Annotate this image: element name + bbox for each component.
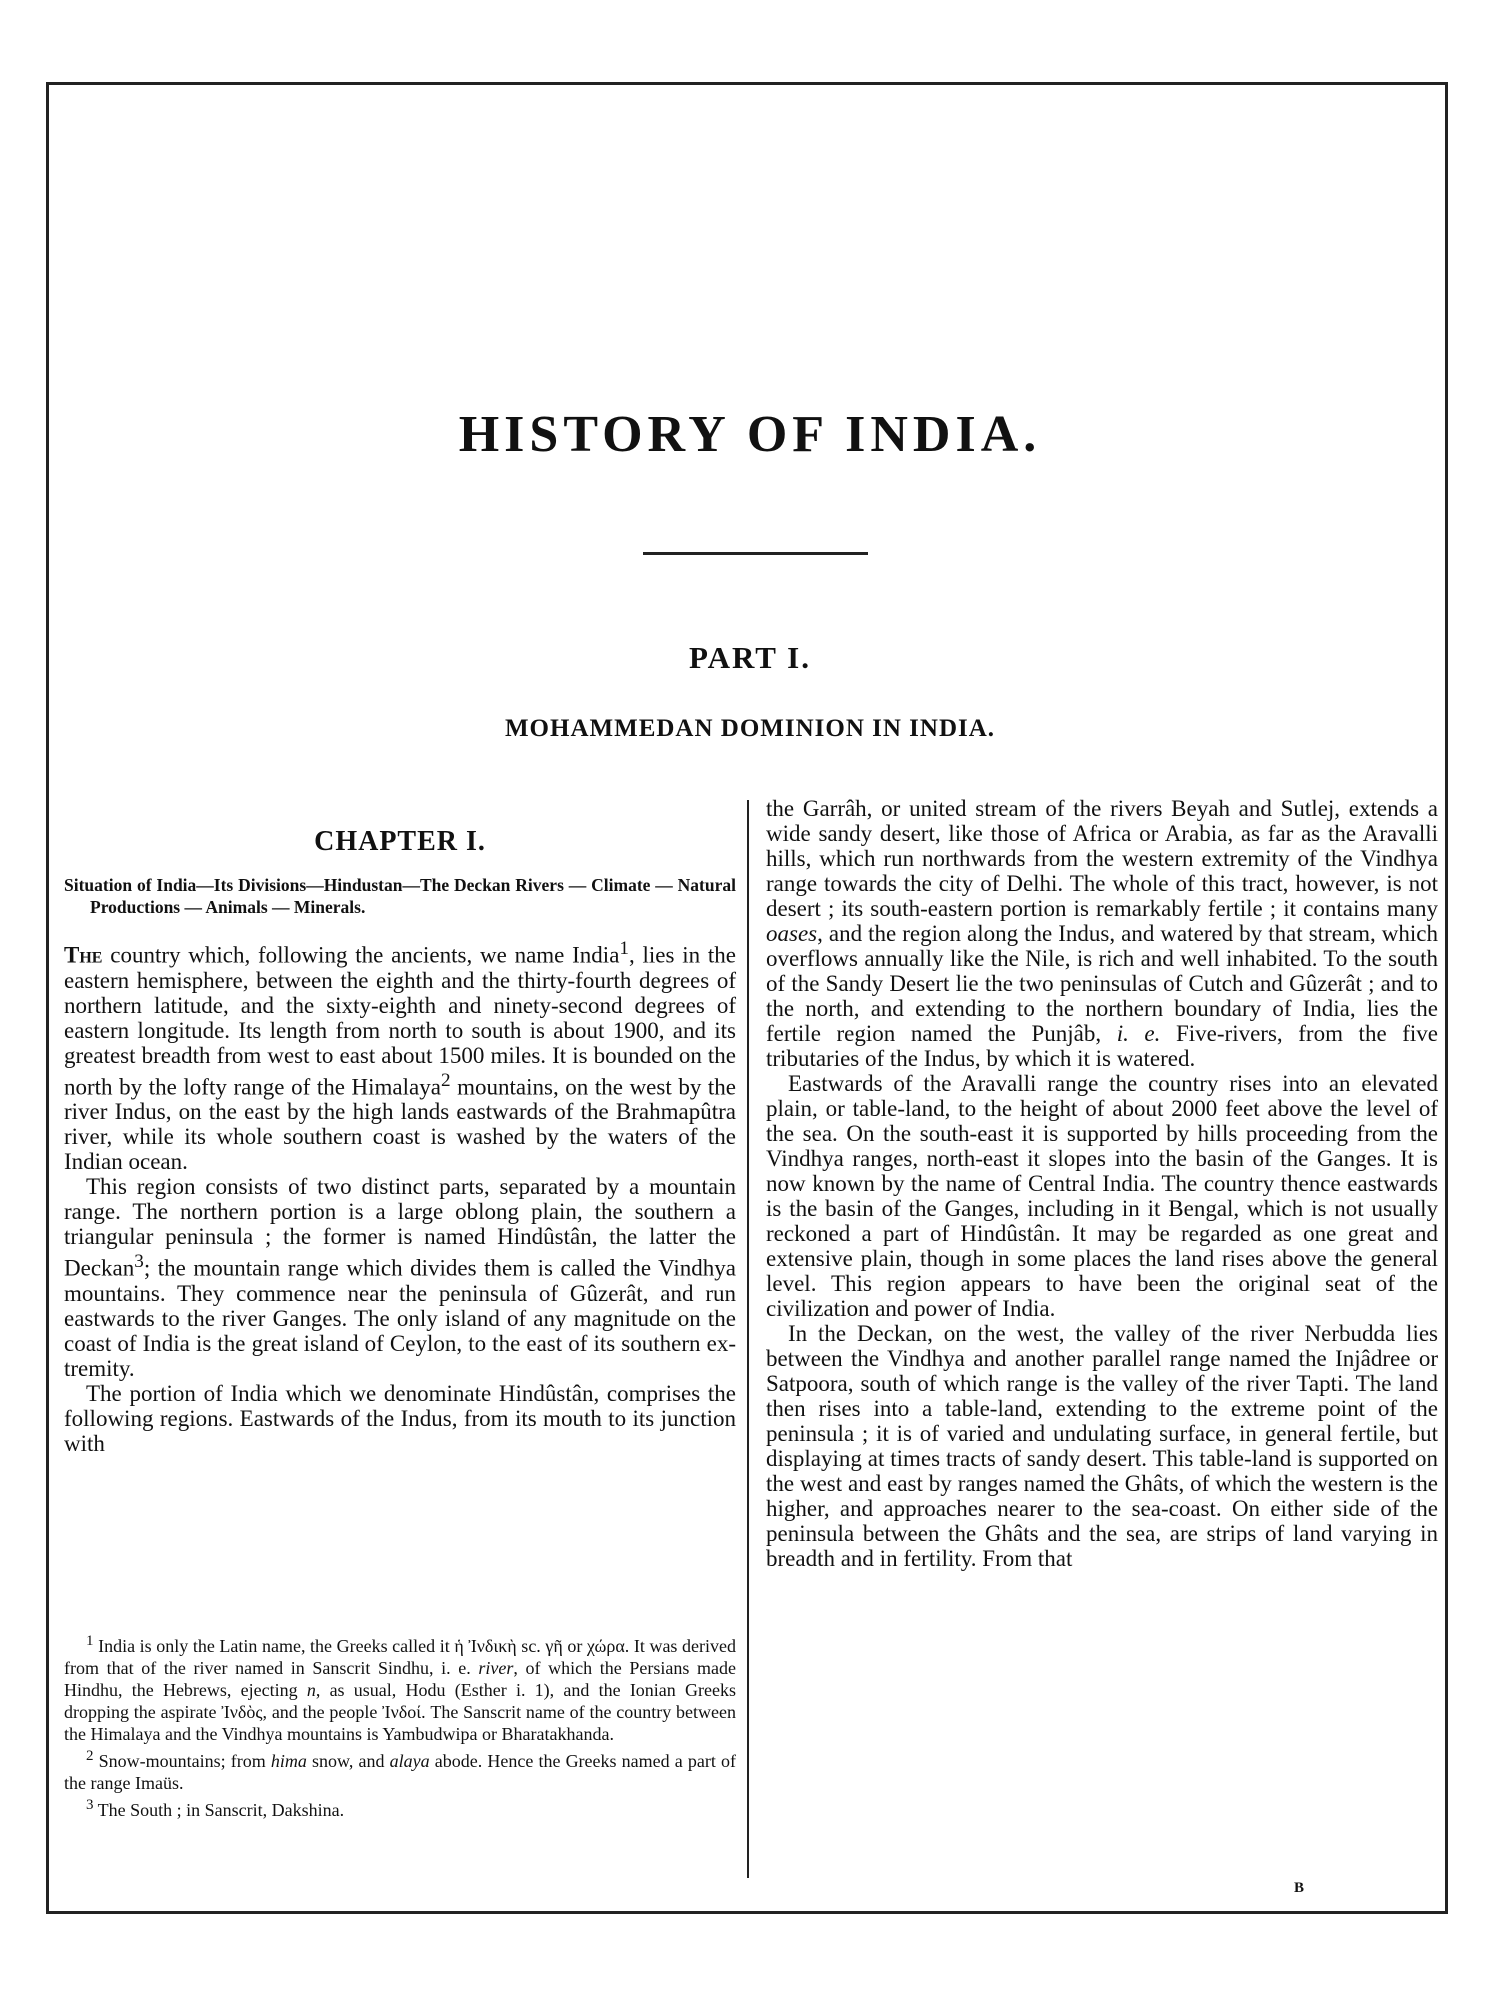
- footnote-number: 2: [86, 1748, 94, 1764]
- footnote: [64, 1630, 736, 1745]
- column-divider: [747, 800, 749, 1878]
- footnote-text: Snow-mountains; from: [93, 1751, 271, 1771]
- footnote-text: India is only the Latin name, the Greeks called it ἡ Ἰνδικὴ sc. γῆ or χώρα. It was derived from that of the river named in Sanscrit Sindhu, i. e.: [64, 1636, 736, 1678]
- footnotes: [64, 1630, 736, 1821]
- paragraph-text: ; the mountain range which divides them is called the Vindhya mountains. They commence near the peninsula of Gûzerât, and run eastwards to the river Ganges. The only island of any magnitude on the coast of India is the great island of Ceylon, to the east of its southern extremity.: [64, 1255, 736, 1381]
- footnote-number: 3: [86, 1797, 94, 1813]
- signature-mark: B: [1294, 1880, 1305, 1896]
- paragraph-text: mountains, on the west by the river Indus, on the east by the high lands eastwards of the Brahmapûtra river, while its whole southern coast is washed by the waters of the Indian ocean.: [64, 1074, 737, 1175]
- lead-word: The: [64, 942, 103, 968]
- paragraph-text: This region consists of two distinct parts, separated by a mountain range. The northern portion is a large oblong plain, the southern a triangular peninsula ; the former is named Hindûstân, the latter the Deckan: [64, 1174, 736, 1281]
- left-column-text: [64, 936, 736, 1456]
- chapter-heading: CHAPTER I.: [314, 826, 486, 857]
- footnote: [64, 1745, 736, 1794]
- chapter-summary: Situation of India—Its Divisions—Hindustan—The Deckan Rivers — Climate — Natural Productions — Animals — Minerals.: [64, 875, 736, 917]
- part-heading: PART I.: [688, 640, 811, 675]
- footnote-italic: alaya: [389, 1751, 430, 1771]
- footnote-italic: river: [478, 1658, 514, 1678]
- right-column: [766, 796, 1438, 1571]
- footnote-text: , as usual, Hodu (Esther i. 1), and the Ionian Greeks dropping the aspirate Ἰνδὸς, and the people Ἰνδοί. The Sanscrit name of the country between the Himalaya and the Vindhya mountains is Yambudwipa or Bharatakhanda.: [64, 1680, 737, 1744]
- paragraph: Eastwards of the Aravalli range the country rises into an elevated plain, or table-land, to the height of about 2000 feet above the level of the sea. On the south-east it is supported by hills proceeding from the Vindhya ranges, north-east it slopes into the basin of the Ganges. It is now known by the name of Central India. The country thence eastwards is the basin of the Ganges, including in it Bengal, which is not usually reckoned a part of Hindûstân. It may be regarded as one great and extensive plain, though in some places the land rises above the general level. This region appears to have been the original seat of the civilization and power of India.: [766, 1071, 1438, 1321]
- paragraph: [64, 1174, 736, 1381]
- footnote-ref: 3: [134, 1251, 144, 1273]
- right-column-text: [766, 796, 1438, 1571]
- footnote-text: The South ; in Sanscrit, Dakshina.: [93, 1800, 345, 1820]
- footnote-text: snow, and: [306, 1751, 390, 1771]
- paragraph-text: , lies in the eastern hemisphere, between the eighth and the thirty-fourth degrees of northern latitude, and the sixty-eighth and ninety-second degrees of eastern longitude. Its length from north to south is about 1900, and its greatest breadth from west to east about 1500 miles. It is bounded on the north by the lofty range of the Himalaya: [64, 942, 736, 1100]
- paragraph-text: the Garrâh, or united stream of the rivers Beyah and Sutlej, extends a wide sandy desert, like those of Africa or Arabia, as far as the Aravalli hills, which run northwards from the western extremity of the Vindhya range towards the city of Delhi. The whole of this tract, however, is not desert ; its south-eastern portion is remarkably fertile ; it contains many: [766, 796, 1438, 921]
- book-title: HISTORY OF INDIA.: [458, 406, 1042, 463]
- italic-term: oases: [766, 921, 818, 946]
- footnote-ref: 1: [619, 938, 629, 959]
- paragraph: In the Deckan, on the west, the valley of the river Nerbudda lies between the Vindhya and another parallel range named the Injâdree or Satpoora, south of which range is the valley of the river Tapti. The land then rises into a table-land, extending to the extreme point of the peninsula ; it is of varied and undulating surface, in general fertile, but displaying at times tracts of sandy desert. This table-land is supported on the west and east by ranges named the Ghâts, of which the western is the higher, and approaches nearer to the sea-coast. On either side of the peninsula between the Ghâts and the sea, are strips of land varying in breadth and in fertility. From that: [766, 1321, 1438, 1571]
- paragraph: [64, 936, 736, 1174]
- left-column: [64, 796, 736, 1456]
- footnote-italic: n: [306, 1680, 316, 1700]
- paragraph-text: Five-rivers, from the five tributaries of the Indus, by which it is watered.: [766, 1021, 1438, 1071]
- paragraph: [766, 796, 1438, 1071]
- footnote-text: abode. Hence the Greeks named a part of the range Imaüs.: [64, 1751, 737, 1793]
- title-rule: [643, 552, 868, 555]
- footnote-italic: hima: [270, 1751, 307, 1771]
- paragraph-text: , and the region along the Indus, and watered by that stream, which overflows annually like the Nile, is rich and well inhabited. To the south of the Sandy Desert lie the two peninsulas of Cutch and Gûzerât ; and to the north, and extending to the northern boundary of India, lies the fertile region named the Punjâb,: [766, 921, 1438, 1046]
- footnote-ref: 2: [440, 1069, 451, 1091]
- paragraph-text: country which, following the ancients, we name India: [102, 942, 620, 968]
- part-subtitle: MOHAMMEDAN DOMINION IN INDIA.: [504, 715, 996, 742]
- footnote-text: , of which the Persians made Hindhu, the Hebrews, ejecting: [64, 1658, 737, 1700]
- footnote-number: 1: [86, 1633, 94, 1649]
- paragraph: The portion of India which we denominate Hindûstân, comprises the following regions. Eastwards of the Indus, from its mouth to its junction with: [64, 1380, 736, 1456]
- italic-term: i. e.: [1116, 1021, 1161, 1046]
- footnote: [64, 1794, 736, 1821]
